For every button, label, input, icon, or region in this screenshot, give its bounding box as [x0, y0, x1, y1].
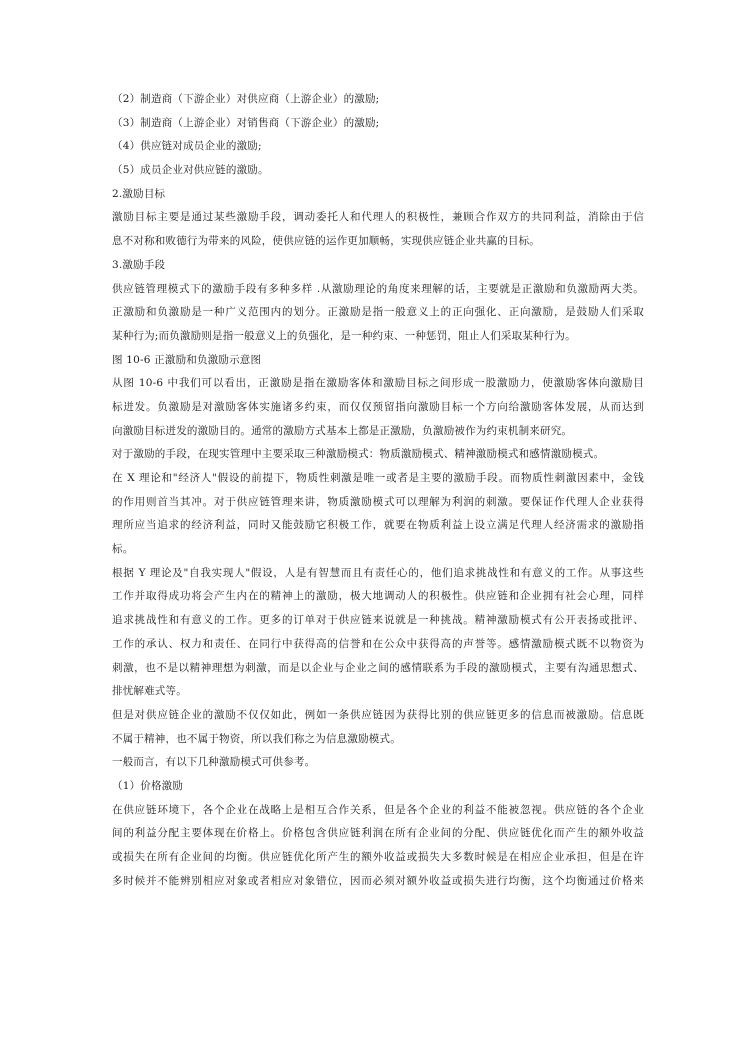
text-line: 某种行为;而负激励则是指一般意义上的负强化，是一种约束、一种惩罚，阻止人们采取某种行为。: [112, 329, 576, 342]
text-line: 不属于精神，也不属于物资，所以我们称之为信息激励模式。: [112, 732, 401, 745]
text-line: 多时候并不能辨别相应对象或者相应对象错位，因而必须对额外收益或损失进行均衡，这个均衡通过价格来: [112, 874, 644, 887]
text-line: 排忧解难式等。: [112, 685, 187, 698]
text-line: 的作用则首当其冲。对于供应链管理来讲，物质激励模式可以理解为利润的刺激。要保证作代理人企业获得: [112, 495, 644, 508]
text-line: 追求挑战性和有意义的工作。更多的订单对于供应链来说就是一种挑战。精神激励模式有公开表扬或批评、: [112, 614, 644, 627]
text-line: 在 X 理论和"经济人"假设的前提下，物质性刺激是唯一或者是主要的激励手段。而物质性刺激因素中，金钱: [112, 472, 644, 484]
text-line: 激励目标主要是通过某些激励手段，调动委托人和代理人的积极性，兼顾合作双方的共同利益，消除由于信: [112, 211, 644, 224]
text-line: 在供应链环境下，各个企业在战略上是相互合作关系，但是各个企业的利益不能被忽视。供应链的各个企业: [112, 803, 644, 816]
text-line: 标迸发。负激励是对激励客体实施诸多约束，而仅仅预留指向激励目标一个方向给激励客体发展，从而达到: [112, 400, 644, 413]
text-line: （3）制造商（上游企业）对销售商（下游企业）的激励;: [112, 116, 380, 129]
subsection-heading: （1）价格激励: [112, 779, 184, 792]
text-line: 刺激，也不是以精神理想为刺激，而是以企业与企业之间的感情联系为手段的激励模式，主要有沟通思想式、: [112, 661, 644, 674]
text-line: 但是对供应链企业的激励不仅仅如此，例如一条供应链因为获得比别的供应链更多的信息而被激励。信息既: [112, 708, 644, 721]
text-line: 正激励和负激励是一种广义范围内的划分。正激励是指一般意义上的正向强化、正向激励，是鼓励人们采取: [112, 306, 644, 319]
text-line: 标。: [112, 543, 134, 556]
text-line: （5）成员企业对供应链的激励。: [112, 164, 269, 177]
text-line: 从图 10-6 中我们可以看出，正激励是指在激励客体和激励目标之间形成一股激励力，使激励客体向激励目: [112, 377, 644, 390]
document-page: [112, 88, 644, 893]
section-heading: 3.激励手段: [112, 258, 166, 271]
text-line: 工作的承认、权力和责任、在同行中获得高的信誉和在公众中获得高的声誉等。感情激励模式既不以物资为: [112, 637, 644, 650]
text-line: 一般而言，有以下几种激励模式可供参考。: [112, 756, 316, 769]
text-line: 工作并取得成功将会产生内在的精神上的激励，极大地调动人的积极性。供应链和企业拥有社会心理，同样: [112, 590, 644, 603]
section-heading: 2.激励目标: [112, 187, 166, 200]
text-line: （2）制造商（下游企业）对供应商（上游企业）的激励;: [112, 93, 380, 105]
text-line: 间的利益分配主要体现在价格上。价格包含供应链利润在所有企业间的分配、供应链优化而产生的额外收益: [112, 827, 644, 840]
text-line: 供应链管理模式下的激励手段有多种多样 .从激励理论的角度来理解的话，主要就是正激励和负激励两大类。: [112, 282, 644, 295]
text-line: （4）供应链对成员企业的激励;: [112, 140, 262, 153]
text-line: 向激励目标迸发的激励目的。通常的激励方式基本上都是正激励，负激励被作为约束机制来研究。: [112, 424, 573, 437]
text-line: 或损失在所有企业间的均衡。供应链优化所产生的额外收益或损失大多数时候是在相应企业承担，但是在许: [112, 851, 644, 863]
text-line: 息不对称和败德行为带来的风险，使供应链的运作更加顺畅，实现供应链企业共赢的目标。: [112, 235, 540, 248]
text-line: 对于激励的手段，在现实管理中主要采取三种激励模式：物质激励模式、精神激励模式和感情激励模式。: [112, 448, 605, 461]
text-line: 理所应当追求的经济利益，同时又能鼓励它积极工作，就要在物质利益上设立满足代理人经济需求的激励指: [112, 519, 644, 532]
figure-caption: 图 10-6 正激励和负激励示意图: [112, 353, 262, 366]
text-line: 根据 Y 理论及"自我实现人"假设，人是有智慧而且有责任心的，他们追求挑战性和有意义的工作。从事这些: [112, 566, 644, 579]
